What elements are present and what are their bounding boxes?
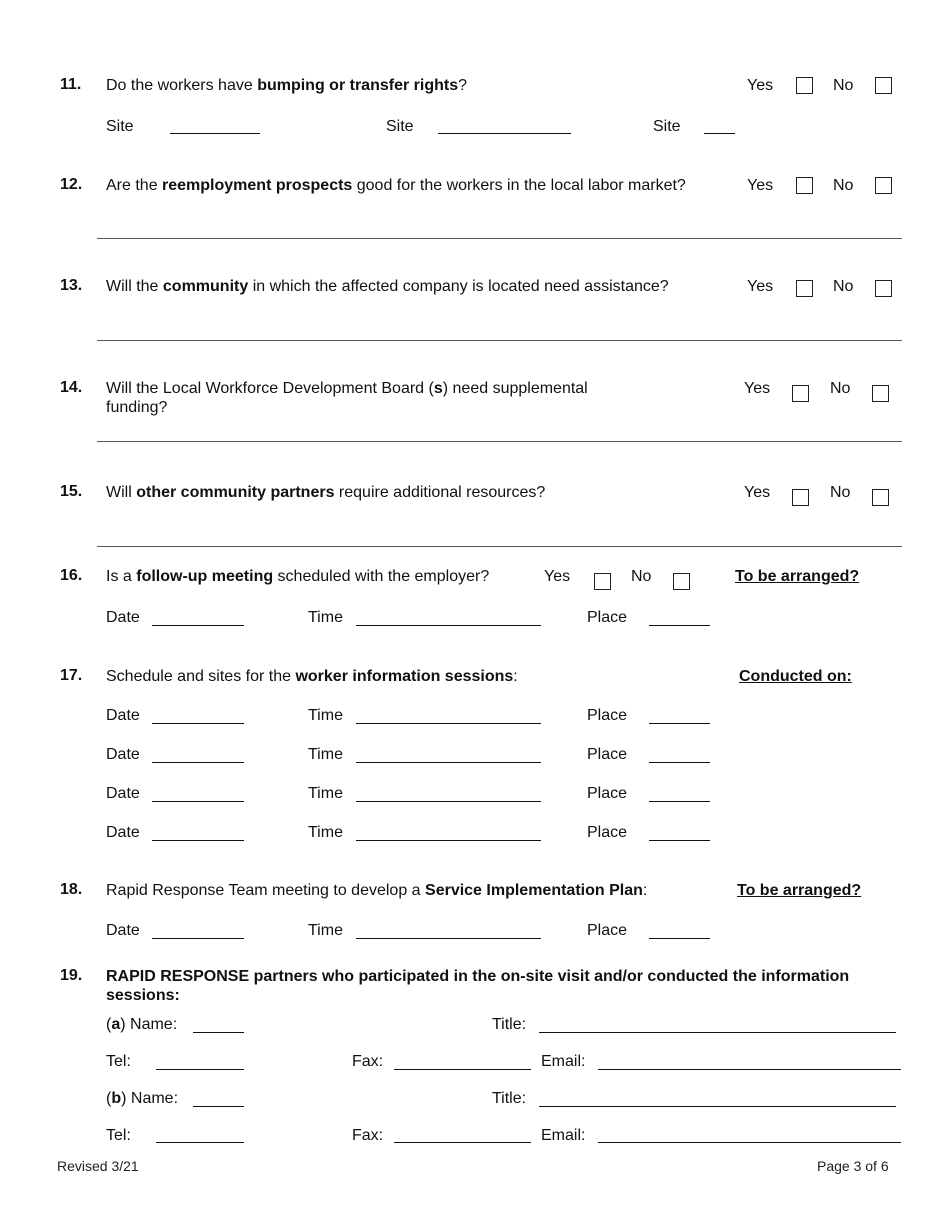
place-field[interactable] — [649, 625, 710, 626]
q16-no-checkbox[interactable] — [673, 573, 690, 590]
divider — [97, 238, 902, 239]
site-label-2: Site — [386, 118, 414, 135]
divider — [97, 441, 902, 442]
time-label: Time — [308, 707, 343, 724]
q15-text: Will other community partners require additional resources? — [106, 484, 546, 501]
date-label: Date — [106, 746, 140, 763]
place-label: Place — [587, 922, 628, 939]
divider — [97, 340, 902, 341]
time-field[interactable] — [356, 801, 541, 802]
partner-b-tel-label: Tel: — [106, 1127, 131, 1144]
place-field[interactable] — [649, 762, 710, 763]
q15-number: 15. — [60, 483, 83, 500]
q17-number: 17. — [60, 667, 83, 684]
q17-conducted-on: Conducted on: — [739, 668, 852, 685]
time-field[interactable] — [356, 723, 541, 724]
q16-text: Is a follow-up meeting scheduled with the employer? — [106, 568, 490, 585]
place-label: Place — [587, 707, 628, 724]
time-field[interactable] — [356, 625, 541, 626]
q14-text: Will the Local Workforce Development Board (s) need supplemental — [106, 380, 588, 397]
date-field[interactable] — [152, 840, 244, 841]
site-field-3[interactable] — [704, 133, 735, 134]
partner-a-fax-field[interactable] — [394, 1069, 531, 1070]
footer-revised: Revised 3/21 — [57, 1158, 139, 1174]
q15-yes-label: Yes — [744, 484, 771, 501]
date-field[interactable] — [152, 723, 244, 724]
partner-a-tel-field[interactable] — [156, 1069, 244, 1070]
q12-yes-checkbox[interactable] — [796, 177, 813, 194]
q16-yes-label: Yes — [544, 568, 571, 585]
site-label-1: Site — [106, 118, 134, 135]
q12-yes-label: Yes — [747, 177, 774, 194]
q16-yes-checkbox[interactable] — [594, 573, 611, 590]
site-field-1[interactable] — [170, 133, 260, 134]
q18-to-be-arranged: To be arranged? — [737, 882, 862, 899]
date-label: Date — [106, 922, 140, 939]
q16-number: 16. — [60, 567, 83, 584]
partner-b-title-field[interactable] — [539, 1106, 896, 1107]
q15-no-checkbox[interactable] — [872, 489, 889, 506]
q11-yes-label: Yes — [747, 77, 774, 94]
place-label: Place — [587, 746, 628, 763]
place-field[interactable] — [649, 723, 710, 724]
q12-no-label: No — [833, 177, 854, 194]
partner-a-title-label: Title: — [492, 1016, 527, 1033]
q14-yes-checkbox[interactable] — [792, 385, 809, 402]
footer-page-number: Page 3 of 6 — [817, 1158, 889, 1174]
site-label-3: Site — [653, 118, 681, 135]
q17-text: Schedule and sites for the worker information sessions: — [106, 668, 518, 685]
q19-text-line2: sessions: — [106, 987, 180, 1004]
time-field[interactable] — [356, 938, 541, 939]
q14-number: 14. — [60, 379, 83, 396]
time-label: Time — [308, 824, 343, 841]
q12-text: Are the reemployment prospects good for the workers in the local labor market? — [106, 177, 686, 194]
q13-no-checkbox[interactable] — [875, 280, 892, 297]
q13-number: 13. — [60, 277, 83, 294]
time-label: Time — [308, 922, 343, 939]
q12-number: 12. — [60, 176, 83, 193]
q14-no-label: No — [830, 380, 851, 397]
partner-b-email-field[interactable] — [598, 1142, 901, 1143]
partner-b-fax-label: Fax: — [352, 1127, 384, 1144]
divider — [97, 546, 902, 547]
q18-text: Rapid Response Team meeting to develop a Service Implementation Plan: — [106, 882, 648, 899]
partner-b-name-field[interactable] — [193, 1106, 244, 1107]
partner-a-tel-label: Tel: — [106, 1053, 131, 1070]
q11-text: Do the workers have bumping or transfer rights? — [106, 77, 467, 94]
q13-text: Will the community in which the affected company is located need assistance? — [106, 278, 669, 295]
q13-yes-label: Yes — [747, 278, 774, 295]
partner-b-email-label: Email: — [541, 1127, 586, 1144]
q19-text: RAPID RESPONSE partners who participated in the on-site visit and/or conducted the information — [106, 968, 850, 985]
q14-yes-label: Yes — [744, 380, 771, 397]
q11-no-label: No — [833, 77, 854, 94]
q15-yes-checkbox[interactable] — [792, 489, 809, 506]
date-field[interactable] — [152, 938, 244, 939]
place-field[interactable] — [649, 938, 710, 939]
q14-no-checkbox[interactable] — [872, 385, 889, 402]
q16-no-label: No — [631, 568, 652, 585]
date-label: Date — [106, 609, 140, 626]
date-label: Date — [106, 707, 140, 724]
time-field[interactable] — [356, 840, 541, 841]
q11-yes-checkbox[interactable] — [796, 77, 813, 94]
q11-no-checkbox[interactable] — [875, 77, 892, 94]
q19-number: 19. — [60, 967, 83, 984]
q13-no-label: No — [833, 278, 854, 295]
date-field[interactable] — [152, 625, 244, 626]
partner-b-fax-field[interactable] — [394, 1142, 531, 1143]
site-field-2[interactable] — [438, 133, 571, 134]
q16-to-be-arranged: To be arranged? — [735, 568, 860, 585]
time-label: Time — [308, 785, 343, 802]
date-label: Date — [106, 785, 140, 802]
time-label: Time — [308, 609, 343, 626]
place-label: Place — [587, 609, 628, 626]
place-label: Place — [587, 824, 628, 841]
partner-a-title-field[interactable] — [539, 1032, 896, 1033]
date-field[interactable] — [152, 762, 244, 763]
q11-number: 11. — [60, 76, 82, 93]
partner-b-title-label: Title: — [492, 1090, 527, 1107]
q12-no-checkbox[interactable] — [875, 177, 892, 194]
place-field[interactable] — [649, 840, 710, 841]
time-field[interactable] — [356, 762, 541, 763]
q18-number: 18. — [60, 881, 83, 898]
partner-b-tel-field[interactable] — [156, 1142, 244, 1143]
q13-yes-checkbox[interactable] — [796, 280, 813, 297]
partner-a-name-label: (a) Name: — [106, 1016, 178, 1033]
partner-a-email-field[interactable] — [598, 1069, 901, 1070]
date-label: Date — [106, 824, 140, 841]
partner-a-name-field[interactable] — [193, 1032, 244, 1033]
time-label: Time — [308, 746, 343, 763]
place-label: Place — [587, 785, 628, 802]
place-field[interactable] — [649, 801, 710, 802]
partner-a-fax-label: Fax: — [352, 1053, 384, 1070]
partner-b-name-label: (b) Name: — [106, 1090, 179, 1107]
date-field[interactable] — [152, 801, 244, 802]
partner-a-email-label: Email: — [541, 1053, 586, 1070]
q15-no-label: No — [830, 484, 851, 501]
q14-text-line2: funding? — [106, 399, 168, 416]
